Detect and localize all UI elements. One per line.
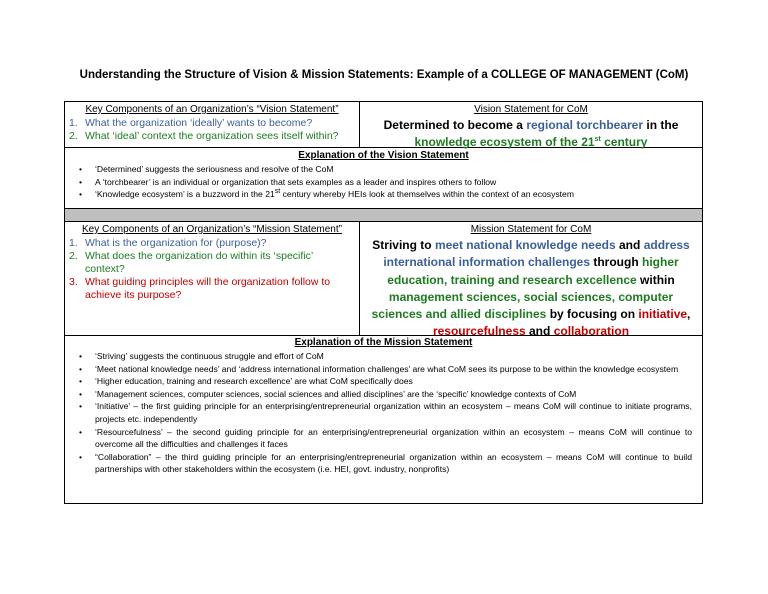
bullet-icon: • — [79, 426, 83, 437]
explanation-text: ‘Striving’ suggests the continuous struggle and effort of CoM — [95, 351, 324, 361]
separator-band — [65, 209, 702, 221]
vision-explanation-heading: Explanation of the Vision Statement — [298, 150, 469, 161]
mission-highlight-excellence: higher education, training and research excellence — [387, 255, 679, 287]
mission-statement-heading: Mission Statement for CoM — [470, 224, 592, 235]
explanation-text: ‘Knowledge ecosystem’ is a buzzword in the 21 — [95, 189, 275, 200]
bullet-icon: • — [79, 164, 83, 174]
mission-highlight-challenges: address international information challenges — [383, 238, 690, 270]
vision-statement-part: Determined to become a — [383, 118, 527, 132]
list-item — [69, 363, 692, 376]
vision-statement-part: in the — [643, 118, 679, 132]
mission-components-list — [67, 237, 347, 302]
bullet-icon: • — [79, 401, 83, 412]
list-item — [69, 375, 692, 388]
mission-components-heading: Key Components of an Organization’s “Mission Statement” — [82, 224, 342, 235]
vision-statement-part: knowledge ecosystem of the 21 — [414, 135, 595, 149]
mission-component-context: What does the organization do within its ‘specific’ context? — [85, 250, 313, 275]
item-number: 1. — [69, 237, 78, 249]
list-item — [67, 117, 357, 130]
page-title: Understanding the Structure of Vision & Mission Statements: Example of a COLLEGE OF MANAGEMENT (CoM) — [79, 69, 689, 81]
mission-highlight-collaboration: collaboration — [553, 324, 630, 339]
vision-statement-part: century — [600, 135, 648, 149]
mission-explanation-list — [69, 350, 692, 476]
list-item — [67, 237, 347, 250]
mission-highlight-resourcefulness: resourcefulness — [432, 324, 526, 339]
list-item — [69, 400, 692, 425]
mission-highlight-disciplines: management sciences, social sciences, computer sciences and allied disciplines — [371, 289, 674, 322]
list-item — [69, 388, 692, 401]
row-divider-band — [65, 221, 702, 222]
list-item — [67, 276, 347, 302]
mission-statement-part: within — [636, 272, 675, 287]
superscript: st — [594, 136, 601, 143]
item-number: 1. — [69, 117, 78, 129]
explanation-text: A ‘torchbearer’ is an individual or organization that sets examples as a leader and inspires others to follow — [95, 176, 497, 187]
column-divider-mission — [359, 221, 360, 335]
bullet-icon: • — [79, 376, 83, 387]
explanation-text: ‘Meet national knowledge needs’ and ‘address international information challenges’ are what CoM sees its purpose to be within the knowledge ecosystem — [95, 363, 679, 374]
mission-highlight-initiative: initiative — [638, 307, 688, 322]
explanation-text: ‘Determined’ suggests the seriousness and resolve of the CoM — [95, 164, 334, 174]
vision-highlight-torchbearer: regional torchbearer — [526, 118, 644, 132]
bullet-icon: • — [79, 189, 83, 200]
explanation-text: century whereby HEIs look at themselves within the context of an ecosystem — [280, 189, 574, 200]
mission-statement-part: Striving to — [372, 238, 435, 252]
superscript: st — [274, 188, 281, 196]
list-item — [69, 451, 692, 476]
bullet-icon: • — [79, 351, 83, 361]
mission-statement-part: and — [525, 324, 554, 339]
mission-statement-part: , — [687, 307, 691, 322]
explanation-text: ‘Resourcefulness’ – the second guiding principle for an enterprising/entrepreneurial organization within an ecosystem – means CoM will continue to overcome all the difficulties and challenges it faces — [95, 426, 692, 450]
explanation-text: ‘Initiative’ – the first guiding principle for an enterprising/entrepreneurial organization within an ecosystem – means CoM will continue to initiate programs, projects etc. independently — [95, 401, 692, 424]
vision-components-heading: Key Components of an Organization’s “Vision Statement” — [85, 104, 339, 115]
mission-statement-part: through — [590, 255, 642, 270]
mission-component-principles: What guiding principles will the organization follow to achieve its purpose? — [85, 276, 331, 301]
item-number: 2. — [69, 130, 78, 142]
vision-statement-heading: Vision Statement for CoM — [474, 104, 588, 115]
bullet-icon: • — [79, 388, 83, 399]
vision-statement — [360, 117, 702, 151]
vision-component-ideal-become: What the organization ‘ideally’ wants to become? — [85, 117, 313, 129]
list-item — [69, 176, 694, 189]
vision-explanation-list — [69, 163, 694, 201]
list-item — [67, 250, 347, 276]
item-number: 2. — [69, 250, 78, 262]
bullet-icon: • — [79, 451, 83, 462]
structure-table — [64, 101, 703, 504]
mission-statement — [368, 237, 694, 341]
mission-highlight-needs: meet national knowledge needs — [434, 238, 616, 252]
explanation-text: ‘Management sciences, computer sciences, social sciences and allied disciplines’ are the ‘specific’ knowledge contexts of CoM — [95, 388, 577, 399]
explanation-text: ‘Higher education, training and research excellence’ are what CoM specifically does — [95, 376, 413, 387]
explanation-text: “Collaboration” – the third guiding principle for an enterprising/entrepreneurial organization within an ecosystem – means CoM will continue to build partnerships with other stakeholders within the ecosystem (i.e. HEI, govt. industry, nonprofits) — [95, 451, 692, 475]
bullet-icon: • — [79, 363, 83, 374]
list-item — [67, 130, 357, 143]
mission-explanation-heading: Explanation of the Mission Statement — [294, 337, 473, 348]
vision-highlight-ecosystem — [415, 135, 648, 149]
list-item — [69, 426, 692, 451]
mission-statement-part: and — [615, 238, 644, 252]
bullet-icon: • — [79, 176, 83, 187]
vision-components-list — [67, 117, 357, 143]
list-item — [69, 163, 694, 176]
list-item — [69, 188, 694, 201]
mission-component-purpose: What is the organization for (purpose)? — [85, 237, 267, 249]
item-number: 3. — [69, 276, 78, 288]
vision-component-ideal-context: What ‘ideal’ context the organization sees itself within? — [85, 130, 339, 142]
mission-statement-part: by focusing on — [546, 307, 639, 322]
list-item — [69, 350, 692, 363]
